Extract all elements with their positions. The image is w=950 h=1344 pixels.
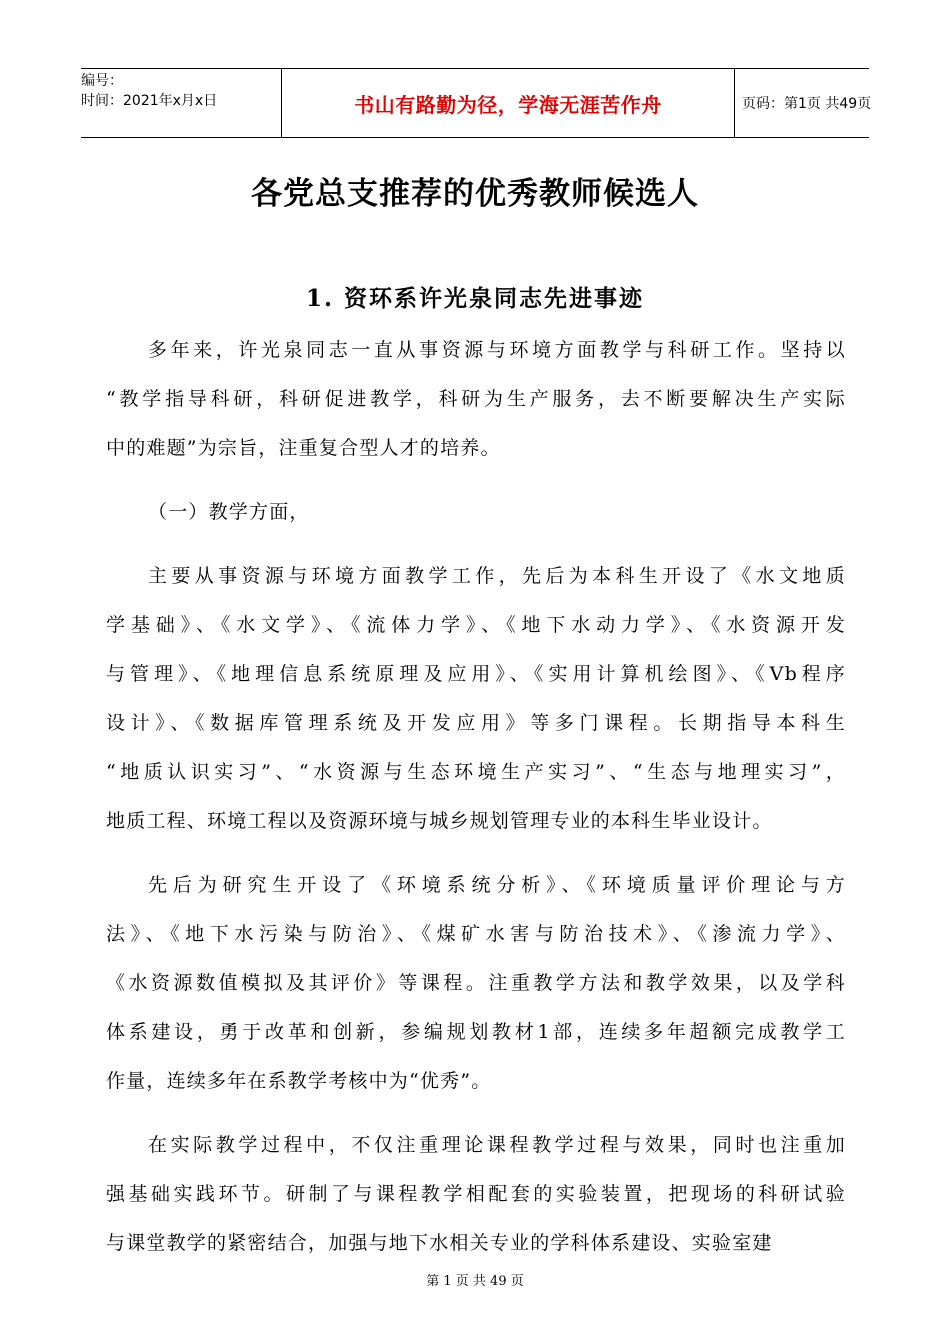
paragraph-line: 在实际教学过程中，不仅注重理论课程教学过程与效果，同时也注重加 xyxy=(148,1134,846,1156)
paragraph xyxy=(106,488,846,537)
section-title: 1. 资环系许光泉同志先进事迹 xyxy=(305,285,645,312)
paragraph-line: 作量，连续多年在系教学考核中为“优秀”。 xyxy=(106,1070,492,1092)
header-table xyxy=(81,68,872,138)
paragraph xyxy=(106,552,846,846)
paragraph-line: 与管理》、《地理信息系统原理及应用》、《实用计算机绘图》、《Vb程序 xyxy=(106,663,846,685)
number-label: 编号： xyxy=(81,73,123,89)
paragraph xyxy=(106,1121,846,1268)
paragraph-line: （一）教学方面， xyxy=(148,501,310,523)
header-page-cell xyxy=(734,69,877,137)
paragraph-line: 强基础实践环节。研制了与课程教学相配套的实验装置，把现场的科研试验 xyxy=(106,1183,846,1205)
document-body xyxy=(106,326,846,1268)
paragraph-line: 先后为研究生开设了《环境系统分析》、《环境质量评价理论与方 xyxy=(148,874,846,896)
header-motto-cell xyxy=(281,69,735,137)
paragraph-line: 法》、《地下水污染与防治》、《煤矿水害与防治技术》、《渗流力学》、 xyxy=(106,923,846,945)
paragraph-line: “教学指导科研，科研促进教学，科研为生产服务，去不断要解决生产实际 xyxy=(106,388,846,410)
paragraph-line: 主要从事资源与环境方面教学工作，先后为本科生开设了《水文地质 xyxy=(148,565,846,587)
paragraph-line: 设计》、《数据库管理系统及开发应用》等多门课程。长期指导本科生 xyxy=(106,712,846,734)
paragraph-line: 学基础》、《水文学》、《流体力学》、《地下水动力学》、《水资源开发 xyxy=(106,614,846,636)
paragraph-line: 《水资源数值模拟及其评价》等课程。注重教学方法和教学效果，以及学科 xyxy=(106,972,846,994)
paragraph xyxy=(106,326,846,473)
paragraph-line: “地质认识实习”、“水资源与生态环境生产实习”、“生态与地理实习”， xyxy=(106,761,846,783)
paragraph xyxy=(106,861,846,1106)
page-info: 页码：第1页 共49页 xyxy=(742,96,872,112)
motto-text: 书山有路勤为径，学海无涯苦作舟 xyxy=(354,92,662,117)
paragraph-line: 多年来，许光泉同志一直从事资源与环境方面教学与科研工作。坚持以 xyxy=(148,339,846,361)
paragraph-line: 地质工程、环境工程以及资源环境与城乡规划管理专业的本科生毕业设计。 xyxy=(106,810,773,832)
page-footer: 第 1 页 共 49 页 xyxy=(426,1274,524,1289)
header-meta-cell xyxy=(81,69,281,137)
time-label: 时间：2021年x月x日 xyxy=(81,93,218,109)
paragraph-line: 体系建设，勇于改革和创新，参编规划教材1部，连续多年超额完成教学工 xyxy=(106,1021,846,1043)
paragraph-line: 中的难题”为宗旨，注重复合型人才的培养。 xyxy=(106,437,501,459)
document-title: 各党总支推荐的优秀教师候选人 xyxy=(251,176,699,212)
paragraph-line: 与课堂教学的紧密结合，加强与地下水相关专业的学科体系建设、实验室建 xyxy=(106,1232,773,1254)
